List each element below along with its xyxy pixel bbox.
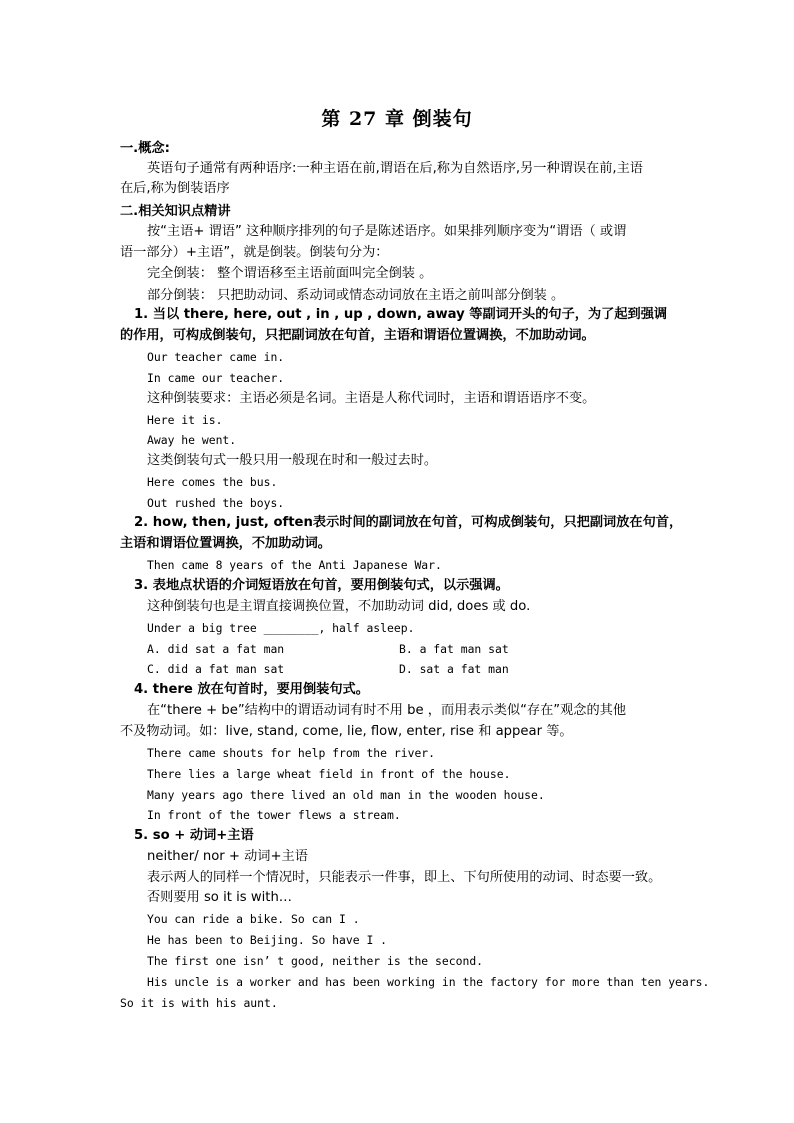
chapter-title: 第 27 章 倒装句 <box>321 108 473 130</box>
rule-4-note-line-1: 在“there + be”结构中的谓语动词有时不用 be ，而用表示类似“存在”观念的其他 <box>147 703 627 718</box>
example-sentence: Away he went. <box>147 433 237 447</box>
rule-5-note-line-2: 否则要用 so it is with… <box>147 890 292 905</box>
example-sentence: In came our teacher. <box>147 371 285 385</box>
example-sentence: Here it is. <box>147 413 223 427</box>
rule-4-heading: 4. there 放在句首时，要用倒装句式。 <box>134 682 369 697</box>
section-heading-knowledge: 二.相关知识点精讲 <box>120 204 231 219</box>
option-d: D. sat a fat man <box>399 662 509 676</box>
rule-5-subheading: neither/ nor + 动词+主语 <box>147 849 308 864</box>
exercise-question: Under a big tree ________, half asleep. <box>147 621 415 635</box>
full-inversion-def: 完全倒装： 整个谓语移至主语前面叫完全倒装 。 <box>147 266 433 281</box>
rule-1-note-2: 这类倒装句式一般只用一般现在时和一般过去时。 <box>147 453 438 468</box>
rule-5-heading: 5. so + 动词+主语 <box>134 828 254 843</box>
section-heading-concept: 一.概念: <box>120 141 170 156</box>
example-sentence: Then came 8 years of the Anti Japanese War. <box>147 558 442 572</box>
rule-1-note-1: 这种倒装要求：主语必须是名词。主语是人称代词时，主语和谓语语序不变。 <box>147 391 596 406</box>
concept-text-line-2: 在后,称为倒装语序 <box>120 181 230 196</box>
option-c: C. did a fat man sat <box>147 662 285 676</box>
rule-3-note: 这种倒装句也是主谓直接调换位置，不加助动词 did, does 或 do. <box>147 599 531 614</box>
example-sentence: Our teacher came in. <box>147 350 285 364</box>
example-sentence: The first one isn’ t good, neither is the second. <box>147 954 484 968</box>
example-sentence: Out rushed the boys. <box>147 496 285 510</box>
rule-4-note-line-2: 不及物动词。如：live, stand, come, lie, flow, enter, rise 和 appear 等。 <box>120 724 573 739</box>
example-sentence: There lies a large wheat field in front of the house. <box>147 767 511 781</box>
example-sentence: His uncle is a worker and has been working in the factory for more than ten years. <box>147 975 710 989</box>
option-b: B. a fat man sat <box>399 642 509 656</box>
rule-5-note-line-1: 表示两人的同样一个情况时，只能表示一件事，即上、下句所使用的动词、时态要一致。 <box>147 870 662 885</box>
rule-1-line-2: 的作用，可构成倒装句，只把副词放在句首，主语和谓语位置调换，不加助动词。 <box>120 328 595 343</box>
example-sentence: In front of the tower flews a stream. <box>147 808 401 822</box>
rule-1-line-1: 1. 当以 there, here, out , in , up , down, away 等副词开头的句子，为了起到强调 <box>134 307 668 322</box>
rule-3-heading: 3. 表地点状语的介词短语放在句首，要用倒装句式，以示强调。 <box>134 578 509 593</box>
concept-text-line-1: 英语句子通常有两种语序:一种主语在前,谓语在后,称为自然语序,另一种谓误在前,主语 <box>147 161 643 176</box>
example-sentence: Many years ago there lived an old man in the wooden house. <box>147 788 545 802</box>
option-a: A. did sat a fat man <box>147 642 285 656</box>
example-sentence: He has been to Beijing. So have I . <box>147 933 388 947</box>
rule-2-line-2: 主语和谓语位置调换，不加助动词。 <box>120 536 331 551</box>
rule-2-line-1: 2. how, then, just, often表示时间的副词放在句首，可构成倒装句，只把副词放在句首， <box>134 515 683 530</box>
intro-line-1: 按“主语+ 谓语” 这种顺序排列的句子是陈述语序。如果排列顺序变为“谓语（ 或谓 <box>147 224 627 239</box>
intro-line-2: 语一部分）+主语”，就是倒装。倒装句分为： <box>120 245 389 260</box>
example-sentence: Here comes the bus. <box>147 475 278 489</box>
example-sentence: You can ride a bike. So can I . <box>147 912 360 926</box>
example-sentence: There came shouts for help from the river. <box>147 746 436 760</box>
example-sentence: So it is with his aunt. <box>120 996 278 1010</box>
partial-inversion-def: 部分倒装： 只把助动词、系动词或情态动词放在主语之前叫部分倒装 。 <box>147 288 565 303</box>
